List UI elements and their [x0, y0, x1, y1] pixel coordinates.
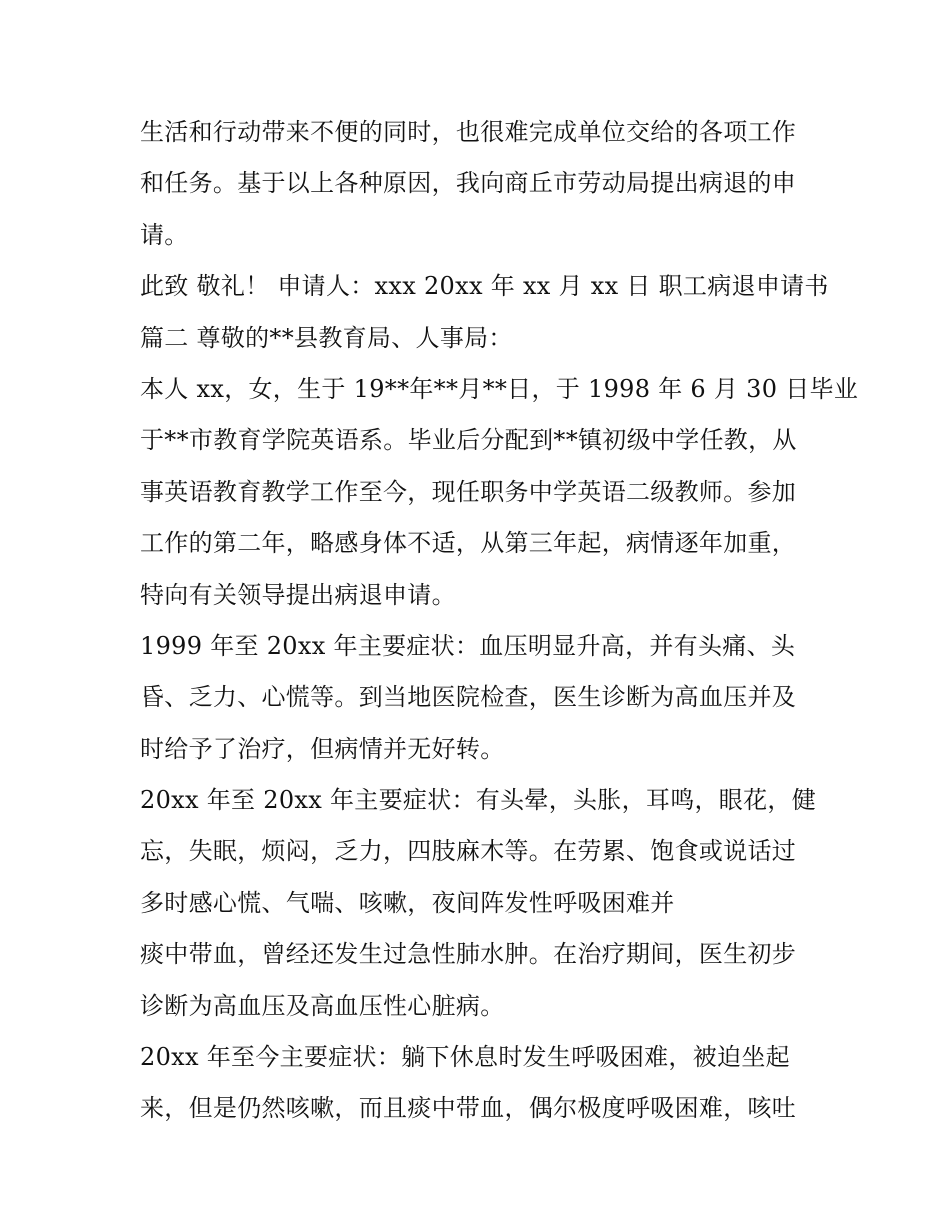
document-body: [140, 107, 859, 1135]
text-line: 诊断为高血压及高血压性心脏病。: [140, 991, 505, 1020]
text-line: 特向有关领导提出病退申请。: [140, 580, 456, 609]
text-line: 请。: [140, 220, 189, 249]
text-line: 生活和行动带来不便的同时，也很难完成单位交给的各项工作: [140, 118, 797, 146]
text-line: 本人 xx，女，生于 19**年**月**日，于 1998 年 6 月 30 日毕业: [140, 374, 859, 403]
text-line: 时给予了治疗，但病情并无好转。: [140, 734, 505, 763]
text-line: 工作的第二年，略感身体不适，从第三年起，病情逐年加重，: [140, 529, 797, 558]
text-line: 20xx 年至今主要症状：躺下休息时发生呼吸困难，被迫坐起: [140, 1043, 790, 1072]
text-line: 此致 敬礼！ 申请人：xxx 20xx 年 xx 月 xx 日 职工病退申请书: [140, 272, 829, 301]
text-line: 20xx 年至 20xx 年主要症状：有头晕，头胀，耳鸣，眼花，健: [140, 786, 817, 815]
text-line: 1999 年至 20xx 年主要症状：血压明显升高，并有头痛、头: [140, 631, 796, 660]
text-line: 篇二 尊敬的**县教育局、人事局：: [140, 323, 513, 352]
text-line: 忘，失眠，烦闷，乏力，四肢麻木等。在劳累、饱食或说话过: [140, 837, 797, 866]
text-line: 事英语教育教学工作至今，现任职务中学英语二级教师。参加: [140, 477, 797, 506]
text-line: 多时感心慌、气喘、咳嗽，夜间阵发性呼吸困难并: [140, 888, 675, 917]
text-line: 痰中带血，曾经还发生过急性肺水肿。在治疗期间，医生初步: [140, 940, 797, 969]
text-line: 来，但是仍然咳嗽，而且痰中带血，偶尔极度呼吸困难，咳吐: [140, 1094, 797, 1123]
text-line: 昏、乏力、心慌等。到当地医院检查，医生诊断为高血压并及: [140, 683, 797, 712]
text-line: 于**市教育学院英语系。毕业后分配到**镇初级中学任教，从: [140, 426, 797, 455]
text-line: 和任务。基于以上各种原因，我向商丘市劳动局提出病退的申: [140, 169, 797, 198]
